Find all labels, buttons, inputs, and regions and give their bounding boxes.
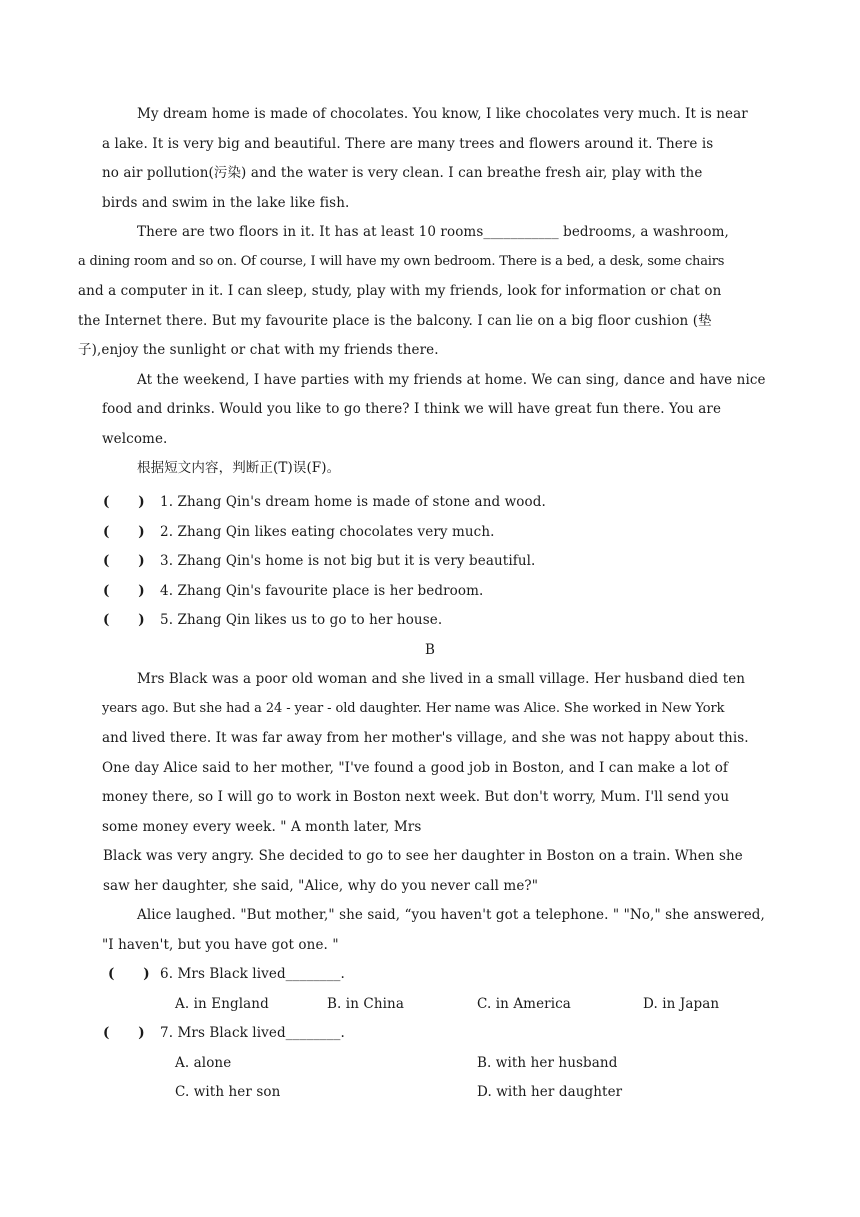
passage-line: and lived there. It was far away from her mother's village, and she was not happy about this. — [102, 730, 749, 746]
passage-line: the Internet there. But my favourite place is the balcony. I can lie on a big floor cushion (垫 — [78, 313, 712, 329]
option-a[interactable]: A. alone — [175, 1055, 232, 1071]
answer-blank[interactable]: ( ) — [108, 966, 150, 982]
question-stem: 6. Mrs Black lived________. — [160, 966, 345, 982]
option-a[interactable]: A. in England — [175, 996, 269, 1012]
option-c[interactable]: C. with her son — [175, 1084, 281, 1100]
passage-line: a lake. It is very big and beautiful. There are many trees and flowers around it. There is — [102, 136, 714, 152]
option-c[interactable]: C. in America — [477, 996, 571, 1012]
answer-blank[interactable]: ( ) — [103, 612, 145, 628]
answer-blank[interactable]: ( ) — [103, 524, 145, 540]
option-d[interactable]: D. with her daughter — [477, 1084, 623, 1100]
option-d[interactable]: D. in Japan — [643, 996, 720, 1012]
passage-line: One day Alice said to her mother, "I've found a good job in Boston, and I can make a lot of — [102, 760, 729, 776]
answer-blank[interactable]: ( ) — [103, 553, 145, 569]
instruction-text: 根据短文内容，判断正(T)误(F)。 — [137, 460, 341, 476]
answer-blank[interactable]: ( ) — [103, 1025, 145, 1041]
passage-line: Black was very angry. She decided to go to see her daughter in Boston on a train. When she — [103, 848, 743, 864]
passage-line: and a computer in it. I can sleep, study, play with my friends, look for information or chat on — [78, 283, 722, 299]
passage-line: At the weekend, I have parties with my friends at home. We can sing, dance and have nice — [137, 372, 766, 388]
passage-line: some money every week. " A month later, Mrs — [102, 819, 422, 835]
passage-line: There are two floors in it. It has at least 10 rooms___________ bedrooms, a washroom, — [137, 224, 729, 240]
passage-line: Mrs Black was a poor old woman and she lived in a small village. Her husband died ten — [137, 671, 746, 687]
question-text: 3. Zhang Qin's home is not big but it is very beautiful. — [160, 553, 536, 569]
passage-line: 子),enjoy the sunlight or chat with my friends there. — [78, 342, 439, 358]
passage-line: My dream home is made of chocolates. You know, I like chocolates very much. It is near — [137, 106, 748, 122]
passage-line: birds and swim in the lake like fish. — [102, 195, 350, 211]
passage-line: money there, so I will go to work in Boston next week. But don't worry, Mum. I'll send you — [102, 789, 730, 805]
answer-blank[interactable]: ( ) — [103, 494, 145, 510]
question-text: 4. Zhang Qin's favourite place is her bedroom. — [160, 583, 484, 599]
option-b[interactable]: B. in China — [327, 996, 404, 1012]
passage-line: no air pollution(污染) and the water is very clean. I can breathe fresh air, play with the — [102, 165, 703, 181]
option-b[interactable]: B. with her husband — [477, 1055, 618, 1071]
passage-line: a dining room and so on. Of course, I will have my own bedroom. There is a bed, a desk, some chairs — [78, 254, 725, 269]
answer-blank[interactable]: ( ) — [103, 583, 145, 599]
question-stem: 7. Mrs Black lived________. — [160, 1025, 345, 1041]
passage-line: food and drinks. Would you like to go there? I think we will have great fun there. You are — [102, 401, 722, 417]
passage-line: welcome. — [102, 431, 168, 447]
passage-line: saw her daughter, she said, "Alice, why do you never call me?" — [103, 878, 539, 894]
question-text: 1. Zhang Qin's dream home is made of stone and wood. — [160, 494, 546, 510]
passage-line: Alice laughed. "But mother," she said, “you haven't got a telephone. " "No," she answered, — [137, 907, 765, 923]
passage-line: years ago. But she had a 24 - year - old daughter. Her name was Alice. She worked in New York — [102, 701, 725, 716]
question-text: 2. Zhang Qin likes eating chocolates very much. — [160, 524, 495, 540]
question-text: 5. Zhang Qin likes us to go to her house. — [160, 612, 443, 628]
section-heading: B — [425, 642, 435, 658]
passage-line: "I haven't, but you have got one. " — [102, 937, 339, 953]
